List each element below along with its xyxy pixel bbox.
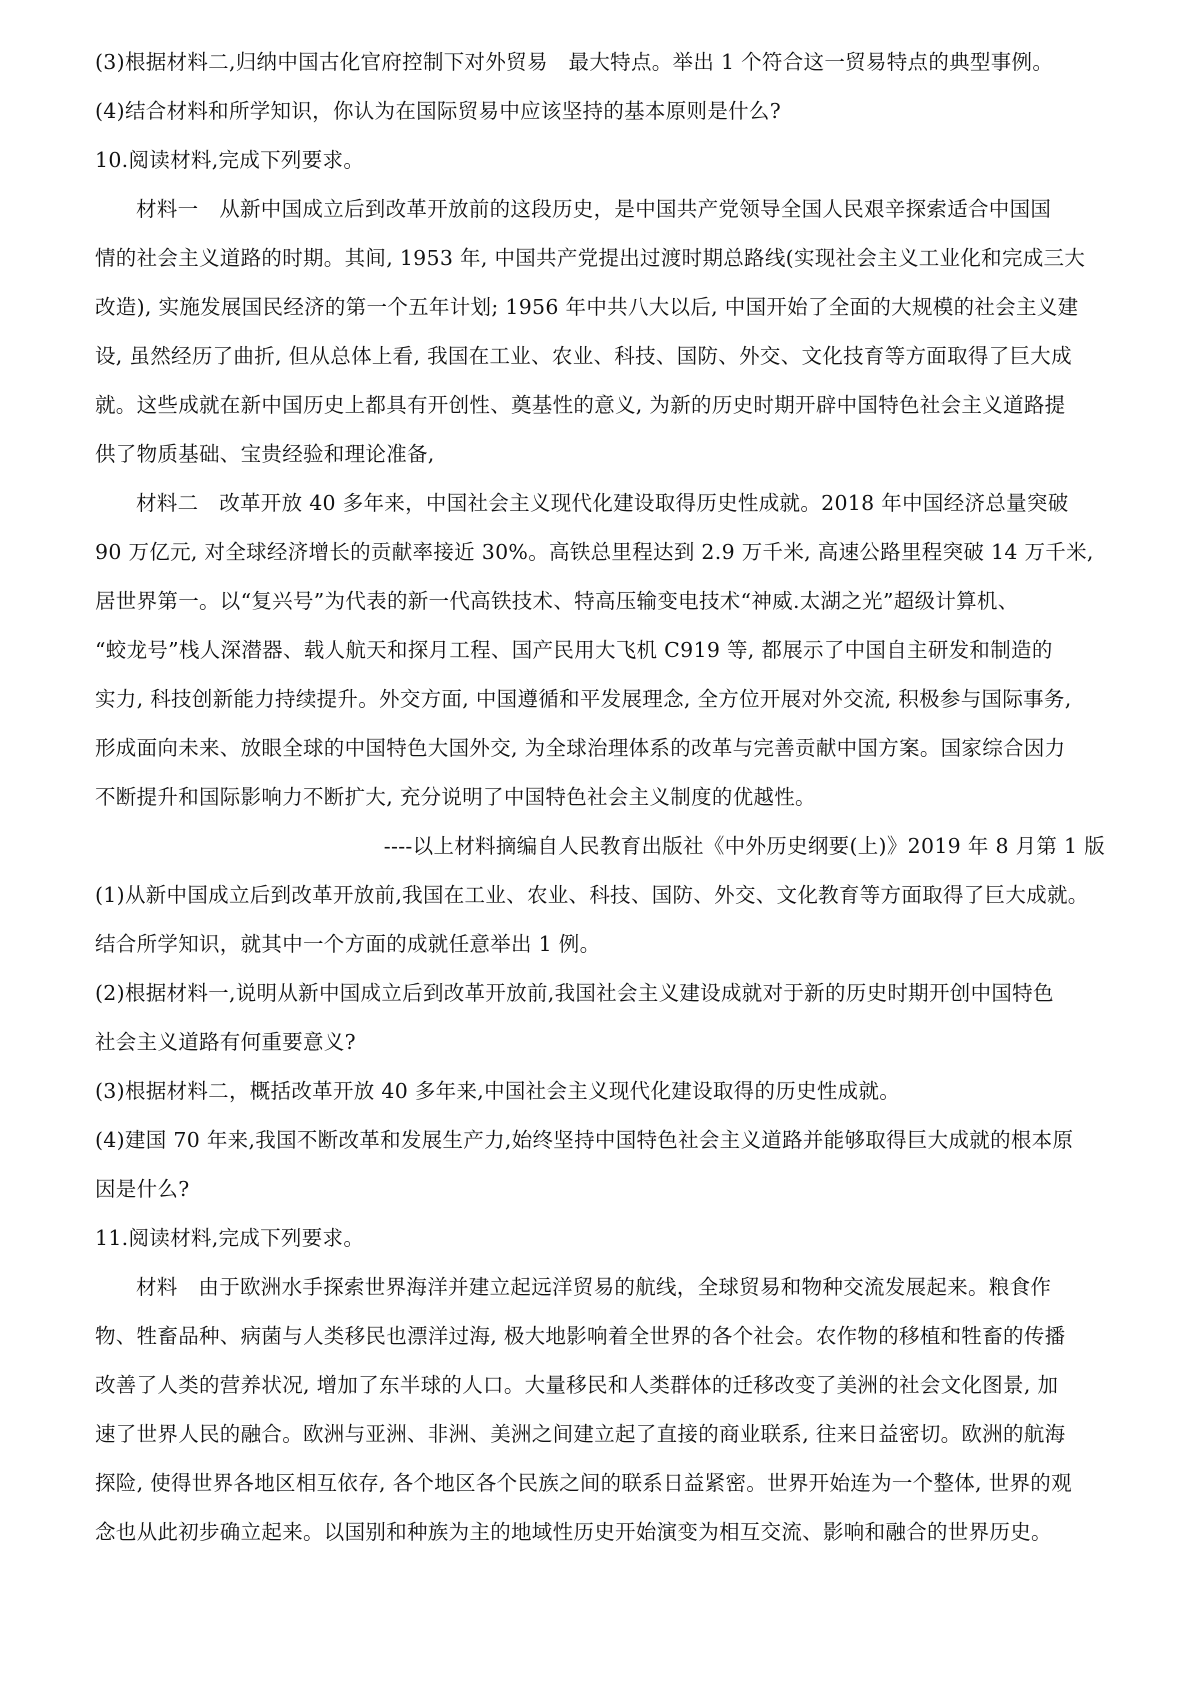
material-2-line: 90 万亿元, 对全球经济增长的贡献率接近 30%。高铁总里程达到 2.9 万千米, 高速公路里程突破 14 万千米, xyxy=(95,540,1094,564)
question-9-4: (4)结合材料和所学知识，你认为在国际贸易中应该坚持的基本原则是什么? xyxy=(95,99,782,123)
question-10-2-cont: 社会主义道路有何重要意义? xyxy=(95,1030,356,1054)
question-10-1-cont: 结合所学知识，就其中一个方面的成就任意举出 1 例。 xyxy=(95,932,601,956)
material-1-line: 设, 虽然经历了曲折, 但从总体上看, 我国在工业、农业、科技、国防、外交、文化技育等方面取得了巨大成 xyxy=(95,344,1072,368)
material-line: 念也从此初步确立起来。以国别和种族为主的地域性历史开始演变为相互交流、影响和融合的世界历史。 xyxy=(95,1520,1052,1544)
question-11-heading: 11.阅读材料,完成下列要求。 xyxy=(95,1226,365,1250)
material-1-line: 情的社会主义道路的时期。其间, 1953 年, 中国共产党提出过渡时期总路线(实现社会主义工业化和完成三大 xyxy=(95,246,1086,270)
material-line: 材料 由于欧洲水手探索世界海洋并建立起远洋贸易的航线，全球贸易和物种交流发展起来。粮食作 xyxy=(136,1275,1052,1299)
question-10-heading: 10.阅读材料,完成下列要求。 xyxy=(95,148,365,172)
question-10-4-cont: 因是什么? xyxy=(95,1177,190,1201)
material-1-line: 改造), 实施发展国民经济的第一个五年计划; 1956 年中共八大以后, 中国开始了全面的大规模的社会主义建 xyxy=(95,295,1079,319)
material-2-line: “蛟龙号”栈人深潜器、载人航天和探月工程、国产民用大飞机 C919 等, 都展示了中国自主研发和制造的 xyxy=(95,638,1053,662)
material-1-line: 就。这些成就在新中国历史上都具有开创性、奠基性的意义, 为新的历史时期开辟中国特色社会主义道路提 xyxy=(95,393,1066,417)
material-line: 探险, 使得世界各地区相互依存, 各个地区各个民族之间的联系日益紧密。世界开始连为一个整体, 世界的观 xyxy=(95,1471,1072,1495)
material-2-line: 不断提升和国际影响力不断扩大, 充分说明了中国特色社会主义制度的优越性。 xyxy=(95,785,816,809)
material-line: 改善了人类的营养状况, 增加了东半球的人口。大量移民和人类群体的迁移改变了美洲的社会文化图景, 加 xyxy=(95,1373,1059,1397)
material-line: 速了世界人民的融合。欧洲与亚洲、非洲、美洲之间建立起了直接的商业联系, 往来日益密切。欧洲的航海 xyxy=(95,1422,1066,1446)
question-10-1: (1)从新中国成立后到改革开放前,我国在工业、农业、科技、国防、外交、文化教育等方面取得了巨大成就。 xyxy=(95,883,1089,907)
question-10-2: (2)根据材料一,说明从新中国成立后到改革开放前,我国社会主义建设成就对于新的历史时期开创中国特色 xyxy=(95,981,1054,1005)
question-9-3: (3)根据材料二,归纳中国古化官府控制下对外贸易 最大特点。举出 1 个符合这一贸易特点的典型事例。 xyxy=(95,50,1054,74)
question-10-4: (4)建国 70 年来,我国不断改革和发展生产力,始终坚持中国特色社会主义道路并能够取得巨大成就的根本原 xyxy=(95,1128,1074,1152)
document-page xyxy=(95,38,1105,1557)
material-1-line: 供了物质基础、宝贵经验和理论准备, xyxy=(95,442,435,466)
material-source: ----以上材料摘编自人民教育出版社《中外历史纲要(上)》2019 年 8 月第 1 版 xyxy=(383,834,1105,858)
material-2-line: 材料二 改革开放 40 多年来，中国社会主义现代化建设取得历史性成就。2018 年中国经济总量突破 xyxy=(136,491,1069,515)
material-line: 物、牲畜品种、病菌与人类移民也漂洋过海, 极大地影响着全世界的各个社会。农作物的移植和牲畜的传播 xyxy=(95,1324,1066,1348)
material-1-line: 材料一 从新中国成立后到改革开放前的这段历史，是中国共产党领导全国人民艰辛探索适合中国国 xyxy=(136,197,1052,221)
material-2-line: 形成面向未来、放眼全球的中国特色大国外交, 为全球治理体系的改革与完善贡献中国方案。国家综合因力 xyxy=(95,736,1066,760)
material-2-line: 居世界第一。以“复兴号”为代表的新一代高铁技术、特高压输变电技术“神威.太湖之光”超级计算机、 xyxy=(95,589,1019,613)
question-10-3: (3)根据材料二，概括改革开放 40 多年来,中国社会主义现代化建设取得的历史性成就。 xyxy=(95,1079,901,1103)
material-2-line: 实力, 科技创新能力持续提升。外交方面, 中国遵循和平发展理念, 全方位开展对外交流, 积极参与国际事务, xyxy=(95,687,1072,711)
